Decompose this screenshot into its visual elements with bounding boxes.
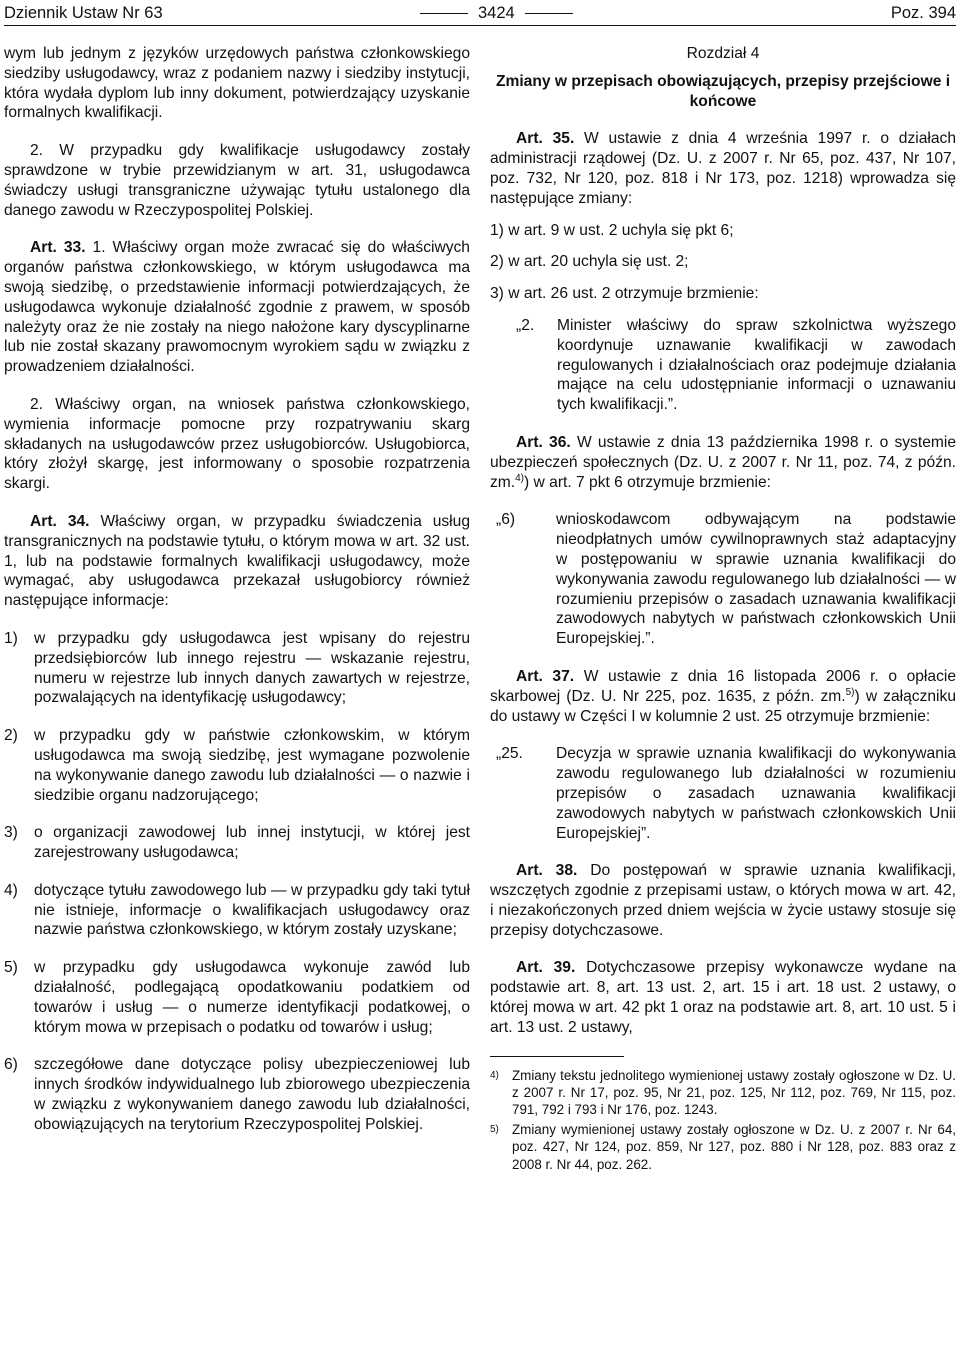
list-item-text: w art. 26 ust. 2 otrzymuje brzmienie: — [508, 285, 759, 303]
article-34-heading: Art. 34. — [30, 512, 90, 530]
article-36-text-a: W ustawie z dnia 13 października 1998 r. o systemie ubezpieczeń społecznych (Dz. U. z 2007 r. Nr 11, poz. 74, z późn. zm. — [490, 433, 956, 491]
right-column — [490, 44, 956, 1175]
article-34 — [4, 512, 470, 611]
article-38-heading: Art. 38. — [516, 862, 578, 880]
list-item-number: 3) — [490, 285, 504, 303]
list-item — [4, 629, 470, 708]
list-item — [490, 221, 956, 241]
article-39-heading: Art. 39. — [516, 959, 576, 977]
list-item-number: 3) — [4, 824, 18, 842]
article-34-text: Właściwy organ, w przypadku świadczenia usług transgranicznych na podstawie tytułu, o którym mowa w art. 32 ust. 1, lub na podstawie formalnych kwalifikacji usługodawcy, może wymagać, aby usługodawca przekazał usługobiorcy również następujące informacje: — [4, 512, 470, 610]
paragraph-continuation: wym lub jednym z języków urzędowych państwa członkowskiego siedziby usługodawcy, wraz z podaniem nazwy i siedziby instytucji, która wydała dyplom lub inny dokument, potwierdzający uzyskanie formalnych kwalifikacji. — [4, 45, 470, 122]
quote-number: „25. — [496, 745, 523, 763]
list-item-text: w art. 9 w ust. 2 uchyla się pkt 6; — [508, 221, 734, 239]
article-37-text-a: W ustawie z dnia 16 listopada 2006 r. o opłacie skarbowej (Dz. U. Nr 225, poz. 1635, z późn. zm. — [490, 667, 957, 705]
quote-text: Minister właściwy do spraw szkolnictwa wyższego koordynuje uznawanie kwalifikacji w zawodach regulowanych i działalnościach oraz podejmuje działania mające na celu udostępnianie informacji o uznawaniu tych kwalifikacji.”. — [557, 316, 956, 414]
dash-left — [420, 13, 468, 14]
quoted-provision — [490, 744, 956, 843]
chapter-heading — [490, 44, 956, 111]
article-35-text: W ustawie z dnia 4 września 1997 r. o działach administracji rządowej (Dz. U. z 2007 r. Nr 65, poz. 437, Nr 107, poz. 732, Nr 120, poz. 818 i Nr 173, poz. 1218) wprowadza się następujące zmiany: — [490, 130, 956, 207]
footnote-text: Zmiany tekstu jednolitego wymienionej ustawy zostały ogłoszone w Dz. U. z 2007 r. Nr 17, poz. 95, Nr 21, poz. 125, Nr 112, poz. 769, Nr 115, poz. 791, 792 i 793 i Nr 176, poz. 1243. — [512, 1067, 956, 1118]
footnote-number: 4) — [490, 1069, 499, 1081]
quote-text: wnioskodawcom odbywającym na podstawie nieodpłatnych umów cywilnoprawnych staż adaptacyjny w postępowaniu w sprawie uznania kwalifikacji do wykonywania zawodu regulowanego lub działalności — w rozumieniu przepisów o zasadach uznawania kwalifikacji zawodowych nabytych w państwach członkowskich Unii Europejskiej.”. — [556, 511, 956, 648]
quote-number: „6) — [496, 511, 516, 529]
article-39 — [490, 958, 956, 1037]
list-item-text: szczegółowe dane dotyczące polisy ubezpieczeniowej lub innych środków indywidualnego lub zbiorowego ubezpieczenia w związku z wykonywaniem danego zawodu lub działalności, obowiązujących na terytorium Rzeczypospolitej Polskiej. — [34, 1056, 470, 1133]
page-number-text: 3424 — [478, 4, 515, 22]
list-item-text: dotyczące tytułu zawodowego lub — w przypadku gdy taki tytuł nie istnieje, informacje o kwalifikacjach usługodawcy oraz nazwie państwa członkowskiego, w którym zostały uzyskane; — [34, 881, 470, 939]
journal-title: Dziennik Ustaw Nr 63 — [4, 4, 163, 22]
list-item — [4, 726, 470, 805]
footnote-ref-5: 5) — [845, 686, 855, 698]
paragraph-2: 2. W przypadku gdy kwalifikacje usługodawcy zostały sprawdzone w trybie przewidzianym w art. 31, usługodawca świadczy usługi transgraniczne używając tytułu ustalonego dla danego zawodu w Rzeczypospolitej Polskiej. — [4, 142, 470, 219]
article-37 — [490, 667, 956, 726]
footnote-number: 5) — [490, 1123, 499, 1135]
list-item — [4, 881, 470, 940]
list-item — [490, 252, 956, 272]
list-item-number: 2) — [4, 727, 18, 745]
list-item-text: w art. 20 uchyla się ust. 2; — [508, 253, 689, 271]
article-35 — [490, 129, 956, 208]
list-item-text: w przypadku gdy usługodawca jest wpisany do rejestru przedsiębiorców lub innego rejestru — wskazanie rejestru, numeru w rejestrze lub innych danych zawartych w rejestrze, pozwalających na identyfikację usługodawcy; — [34, 629, 470, 707]
article-33-heading: Art. 33. — [30, 239, 86, 257]
list-item — [490, 284, 956, 304]
list-item-number: 6) — [4, 1056, 18, 1074]
list-item-number: 5) — [4, 959, 18, 977]
page-header — [4, 0, 956, 26]
list-item-number: 1) — [490, 221, 504, 239]
dash-right — [525, 13, 573, 14]
footnote-divider — [490, 1056, 624, 1057]
list-item-text: w przypadku gdy usługodawca wykonuje zawód lub działalność, podlegającą opodatkowaniu podatkiem od towarów i usług — o numerze identyfikacji podatkowej, o którym mowa w przepisach o podatku od towarów i usług; — [34, 959, 470, 1036]
list-item-number: 2) — [490, 253, 504, 271]
left-column — [4, 44, 470, 1135]
position-number: Poz. 394 — [890, 4, 956, 22]
page-number — [410, 0, 583, 26]
article-36-heading: Art. 36. — [516, 433, 571, 451]
article-33-par-1-text: 1. Właściwy organ może zwracać się do właściwych organów państwa członkowskiego, w którym usługodawca ma swoją siedzibę, o przedstawienie informacji potwierdzających, że usługodawca wykonuje działalność zgodnie z prawem, w sposób należyty oraz że nie zostały na niego nałożone kary dyscyplinarne lub nie został skazany prawomocnym wyrokiem sądu w związku z prowadzeniem działalności. — [4, 239, 470, 376]
quote-text: Decyzja w sprawie uznania kwalifikacji do wykonywania zawodu regulowanego lub działalności w rozumieniu przepisów o zasadach uznawania kwalifikacji zawodowych nabytych w państwach członkowskich Unii Europejskiej”. — [556, 745, 956, 842]
footnote — [490, 1067, 956, 1119]
article-37-heading: Art. 37. — [516, 667, 575, 685]
footnote-ref-4: 4) — [515, 472, 525, 484]
list-item-text: o organizacji zawodowej lub innej instytucji, w której jest zarejestrowany usługodawca; — [34, 824, 470, 862]
article-36-text-b: ) w art. 7 pkt 6 otrzymuje brzmienie: — [524, 473, 772, 491]
footnote — [490, 1121, 956, 1173]
article-38-text: Do postępowań w sprawie uznania kwalifikacji, wszczętych zgodnie z przepisami ustaw, o których mowa w art. 42, i niezakończonych przed dniem wejścia w życie ustawy stosuje się przepisy dotychczasowe. — [490, 862, 957, 939]
list-item — [4, 1055, 470, 1134]
article-35-heading: Art. 35. — [516, 130, 575, 148]
quoted-provision — [490, 316, 956, 415]
article-39-text: Dotychczasowe przepisy wykonawcze wydane na podstawie art. 8, art. 13 ust. 2, art. 15 i art. 18 ust. 2 ustawy, o której mowa w art. 42 pkt 1 oraz na podstawie art. 8, art. 10 ust. 5 i art. 13 ust. 2 ustawy, — [490, 959, 956, 1036]
list-item-text: w przypadku gdy w państwie członkowskim, w którym usługodawca ma swoją siedzibę, jest wymagane pozwolenie na wykonywanie danego zawodu lub działalności — o nazwie i siedzibie organu nadzorującego; — [34, 727, 470, 804]
header-rule — [4, 25, 956, 26]
article-38 — [490, 861, 956, 940]
chapter-title: Zmiany w przepisach obowiązujących, przepisy przejściowe i końcowe — [495, 72, 951, 110]
list-item-number: 1) — [4, 629, 18, 647]
quoted-provision — [490, 510, 956, 649]
article-36 — [490, 433, 956, 492]
list-item — [4, 958, 470, 1037]
article-37-text-b: ) w załączniku do ustawy w Części I w kolumnie 2 ust. 25 otrzymuje brzmienie: — [490, 687, 956, 725]
chapter-number: Rozdział 4 — [686, 45, 760, 62]
article-33-par-2: 2. Właściwy organ, na wniosek państwa członkowskiego, wymienia informacje pomocne przy rozpatrywaniu skarg składanych na usługodawców przez usługobiorców. Usługobiorca, który złożył skargę, jest informowany o sposobie rozpatrzenia skargi. — [4, 395, 470, 493]
article-33-par-1 — [4, 238, 470, 377]
list-item — [4, 823, 470, 863]
footnote-text: Zmiany wymienionej ustawy zostały ogłoszone w Dz. U. z 2007 r. Nr 64, poz. 427, Nr 124, poz. 859, Nr 127, poz. 880 i Nr 128, poz. 883 oraz z 2008 r. Nr 44, poz. 262. — [512, 1121, 956, 1172]
quote-number: „2. — [516, 316, 535, 334]
list-item-number: 4) — [4, 881, 18, 899]
